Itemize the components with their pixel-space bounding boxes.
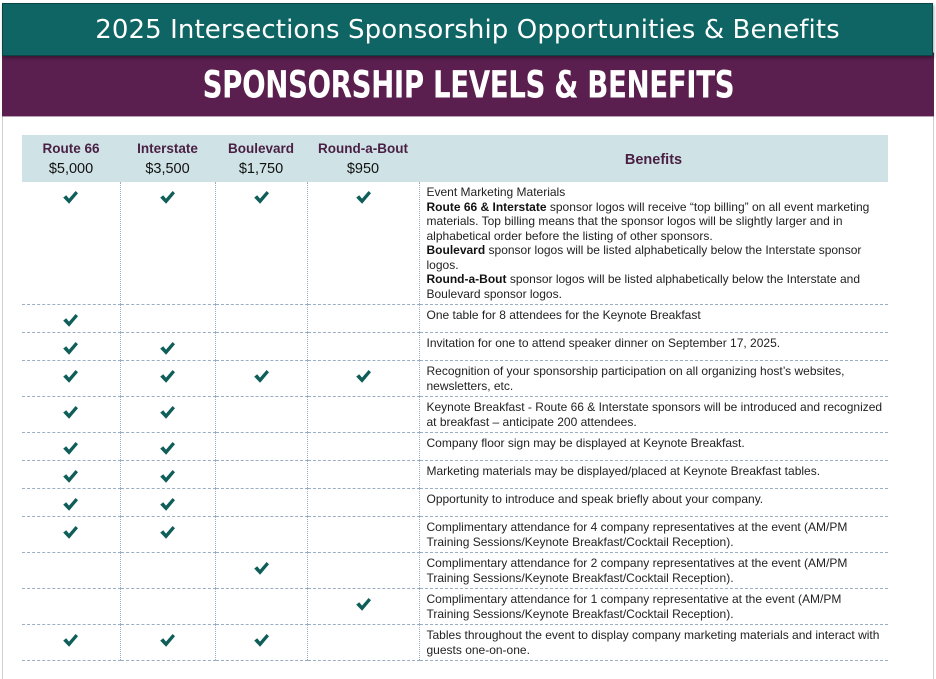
level-price: $3,500 [145,160,190,177]
checkmark-icon [62,497,79,512]
checkmark-icon [159,405,176,420]
checkmark-icon [62,441,79,456]
benefit-intro: Event Marketing Materials [426,185,566,199]
benefit-item-text: sponsor logos will be listed alphabetically below the Interstate sponsor logos. [426,243,862,272]
benefit-text: One table for 8 attendees for the Keynote Breakfast [426,308,701,322]
sponsor-level-label: Boulevard [426,243,486,257]
checkmark-icon [253,561,270,576]
check-cell-boulevard [215,182,307,305]
checkmark-icon [62,341,79,356]
check-cell-round-a-bout [307,553,419,589]
check-cell-route-66 [22,517,120,553]
level-price: $950 [346,160,380,177]
checkmark-icon [62,633,79,648]
benefit-description [419,397,888,433]
benefit-description [419,625,888,661]
table-row [22,553,888,589]
table-row [22,489,888,517]
check-cell-boulevard [215,553,307,589]
checkmark-icon [159,441,176,456]
check-cell-interstate [120,433,215,461]
benefit-text: Recognition of your sponsorship participation on all organizing host’s websites, newsletters, etc. [426,364,845,393]
checkmark-icon [62,525,79,540]
check-cell-boulevard [215,589,307,625]
check-cell-round-a-bout [307,489,419,517]
benefit-item-text: sponsor logos will be listed alphabetically below the Interstate and Boulevard sponsor logos. [426,272,861,301]
check-cell-route-66 [22,461,120,489]
benefit-text: Invitation for one to attend speaker dinner on September 17, 2025. [426,336,781,350]
benefit-description [419,517,888,553]
check-cell-round-a-bout [307,361,419,397]
checkmark-icon [62,405,79,420]
check-cell-boulevard [215,397,307,433]
level-price: $5,000 [48,160,94,177]
check-cell-route-66 [22,489,120,517]
check-cell-round-a-bout [307,461,419,489]
check-cell-interstate [120,333,215,361]
benefits-table-body [22,182,888,661]
benefit-text: Tables throughout the event to display company marketing materials and interact with guests one-on-one. [426,628,880,657]
check-cell-route-66 [22,589,120,625]
check-cell-interstate [120,489,215,517]
sponsor-level-label: Round-a-Bout [426,272,507,286]
check-cell-interstate [120,305,215,333]
benefits-header: Benefits [419,135,888,182]
table-row [22,333,888,361]
benefit-item [427,200,885,244]
benefit-description [419,333,888,361]
page-title: 2025 Intersections Sponsorship Opportunities & Benefits [95,14,840,45]
checkmark-icon [159,341,176,356]
benefit-text: Keynote Breakfast - Route 66 & Interstate sponsors will be introduced and recognized at breakfast – anticipate 200 attendees. [426,400,883,429]
checkmark-icon [159,497,176,512]
check-cell-boulevard [215,625,307,661]
table-row [22,182,888,305]
check-cell-round-a-bout [307,589,419,625]
section-title: SPONSORSHIP LEVELS & BENEFITS [202,62,734,107]
table-row [22,361,888,397]
level-price: $1,750 [238,160,284,177]
check-cell-interstate [120,625,215,661]
check-cell-round-a-bout [307,517,419,553]
check-cell-boulevard [215,489,307,517]
checkmark-icon [159,633,176,648]
check-cell-round-a-bout [307,397,419,433]
check-cell-boulevard [215,433,307,461]
check-cell-interstate [120,361,215,397]
check-cell-route-66 [22,397,120,433]
check-cell-interstate [120,553,215,589]
check-cell-boulevard [215,361,307,397]
check-cell-round-a-bout [307,433,419,461]
benefit-text: Company floor sign may be displayed at Keynote Breakfast. [426,436,745,450]
benefit-item-text: sponsor logos will receive “top billing” on all event marketing materials. Top billing means that the sponsor logos will be slightly larger and in alphabetical order before the listing of other sponsors. [426,199,870,243]
page-title-banner [2,3,933,56]
benefit-text: Opportunity to introduce and speak briefly about your company. [426,492,764,506]
checkmark-icon [62,313,79,328]
checkmark-icon [159,369,176,384]
level-name: Boulevard [227,140,295,156]
benefit-description [419,489,888,517]
check-cell-round-a-bout [307,333,419,361]
check-cell-round-a-bout [307,625,419,661]
check-cell-interstate [120,397,215,433]
level-name: Route 66 [42,140,100,156]
table-row [22,397,888,433]
checkmark-icon [355,369,372,384]
check-cell-route-66 [22,182,120,305]
table-row [22,305,888,333]
check-cell-boulevard [215,333,307,361]
benefit-description [419,182,888,305]
checkmark-icon [355,597,372,612]
benefit-text: Complimentary attendance for 1 company representative at the event (AM/PM Training Sessions/Keynote Breakfast/Cocktail Reception). [426,592,842,621]
level-name: Interstate [137,140,198,156]
check-cell-route-66 [22,305,120,333]
checkmark-icon [159,190,176,205]
checkmark-icon [355,190,372,205]
checkmark-icon [159,525,176,540]
check-cell-route-66 [22,361,120,397]
benefit-text: Complimentary attendance for 2 company representatives at the event (AM/PM Training Sessions/Keynote Breakfast/Cocktail Reception). [426,556,848,585]
check-cell-round-a-bout [307,305,419,333]
table-row [22,625,888,661]
benefit-description [419,433,888,461]
table-row [22,461,888,489]
checkmark-icon [253,369,270,384]
check-cell-interstate [120,517,215,553]
benefit-text: Complimentary attendance for 4 company representatives at the event (AM/PM Training Sessions/Keynote Breakfast/Cocktail Reception). [426,520,848,549]
checkmark-icon [62,469,79,484]
check-cell-route-66 [22,433,120,461]
benefit-item [427,243,885,272]
level-header-interstate [120,135,215,182]
checkmark-icon [253,633,270,648]
check-cell-interstate [120,589,215,625]
checkmark-icon [159,469,176,484]
check-cell-boulevard [215,517,307,553]
benefit-description [419,553,888,589]
check-cell-route-66 [22,333,120,361]
table-row [22,589,888,625]
benefit-text: Marketing materials may be displayed/placed at Keynote Breakfast tables. [426,464,821,478]
level-name: Round-a-Bout [318,140,408,156]
benefit-description [419,305,888,333]
checkmark-icon [62,369,79,384]
check-cell-route-66 [22,625,120,661]
check-cell-route-66 [22,553,120,589]
check-cell-boulevard [215,461,307,489]
check-cell-interstate [120,182,215,305]
level-header-boulevard [215,135,307,182]
check-cell-round-a-bout [307,182,419,305]
level-header-round-a-bout [307,135,419,182]
check-cell-boulevard [215,305,307,333]
benefit-item [427,272,885,301]
benefit-description [419,361,888,397]
checkmark-icon [62,190,79,205]
sponsorship-table [22,135,888,661]
section-title-bar [2,53,934,117]
check-cell-interstate [120,461,215,489]
benefit-description [419,589,888,625]
table-row [22,517,888,553]
checkmark-icon [253,190,270,205]
table-row [22,433,888,461]
sponsor-level-label: Route 66 & Interstate [426,199,547,214]
table-header-row [22,135,888,182]
level-header-route-66 [22,135,120,182]
benefit-description [419,461,888,489]
